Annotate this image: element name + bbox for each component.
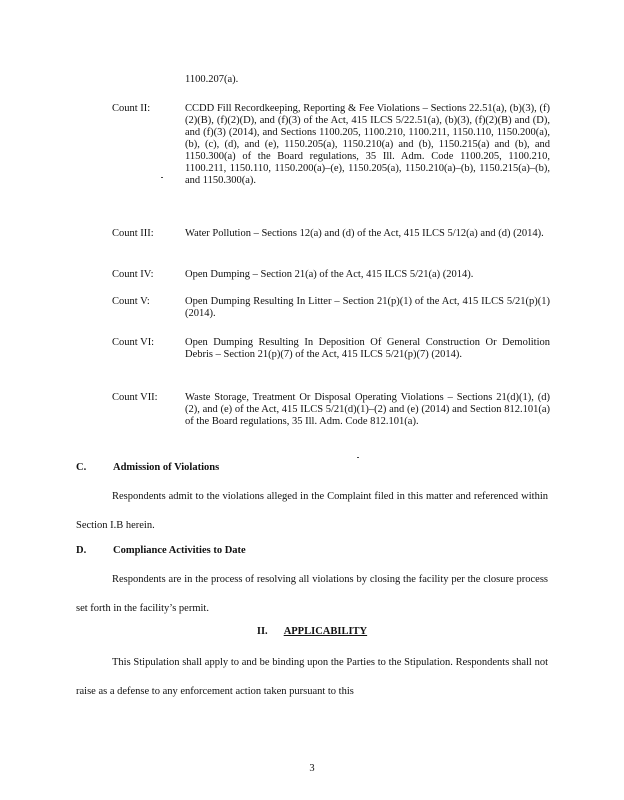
count-label: Count V: xyxy=(112,296,150,307)
count-text: Open Dumping – Section 21(a) of the Act, 415 ILCS 5/21(a) (2014). xyxy=(185,269,474,280)
section-title: Compliance Activities to Date xyxy=(113,545,246,556)
count-text: Water Pollution – Sections 12(a) and (d) of the Act, 415 ILCS 5/12(a) and (d) (2014). xyxy=(185,228,544,239)
section-c-body: Respondents admit to the violations alleged in the Complaint filed in this matter and referenced within Section I.B herein. xyxy=(76,491,548,531)
count-text: Open Dumping Resulting In Deposition Of General Construction Or Demolition Debris – Section 21(p)(7) of the Act, 415 ILCS 5/21(p)(7) (2014). xyxy=(185,337,550,360)
count-label: Count VI: xyxy=(112,337,155,348)
count-text: CCDD Fill Recordkeeping, Reporting & Fee Violations – Sections 22.51(a), (b)(3), (f)(2)(B), (f)(2)(D), and (f)(3) of the Act, 415 ILCS 5/22.51(a), (b)(3), (f)(2)(B) and (D), and (f)(3) (2014), and Sections 1100.205, 1100.210, 1100.211, 1150.110, 1150.200(a), (b), (c), (d), and (e), 1150.205(a), 1150.210(a) and (b), 1150.215(a) and (b), and 1150.300(a) of the Board regulations, 35 Ill. Adm. Code 1100.205, 1100.210, 1100.211, 1150.110, 1150.200(a)–(e), 1150.205(a), 1150.210(a)–(b), 1150.215(a)–(b), and 1150.300(a). xyxy=(185,103,550,186)
applicability-body: This Stipulation shall apply to and be binding upon the Parties to the Stipulation. Respondents shall not raise as a defense to any enforcement action taken pursuant to this xyxy=(76,657,548,697)
page-number: 3 xyxy=(309,763,315,774)
count-label: Count IV: xyxy=(112,269,154,280)
section-d-body: Respondents are in the process of resolving all violations by closing the facility per the closure process set forth in the facility’s permit. xyxy=(76,574,548,614)
count-text: Waste Storage, Treatment Or Disposal Operating Violations – Sections 21(d)(1), (d)(2), and (e) of the Act, 415 ILCS 5/21(d)(1)–(2) and (e) (2014) and Section 812.101(a) of the Board regulations, 35 Ill. Adm. Code 812.101(a). xyxy=(185,392,550,427)
section-letter: D. xyxy=(76,545,87,556)
count-label: Count II: xyxy=(112,103,151,114)
scan-speck xyxy=(161,177,163,178)
continuation-text: 1100.207(a). xyxy=(185,74,239,85)
count-label: Count III: xyxy=(112,228,154,239)
section-name: APPLICABILITY xyxy=(283,626,368,637)
scan-speck xyxy=(357,457,359,458)
count-label: Count VII: xyxy=(112,392,158,403)
section-ii-heading xyxy=(0,626,624,637)
section-number: II. xyxy=(256,626,268,637)
section-title: Admission of Violations xyxy=(113,462,220,473)
count-text: Open Dumping Resulting In Litter – Section 21(p)(1) of the Act, 415 ILCS 5/21(p)(1) (2014). xyxy=(185,296,550,319)
section-letter: C. xyxy=(76,462,87,473)
